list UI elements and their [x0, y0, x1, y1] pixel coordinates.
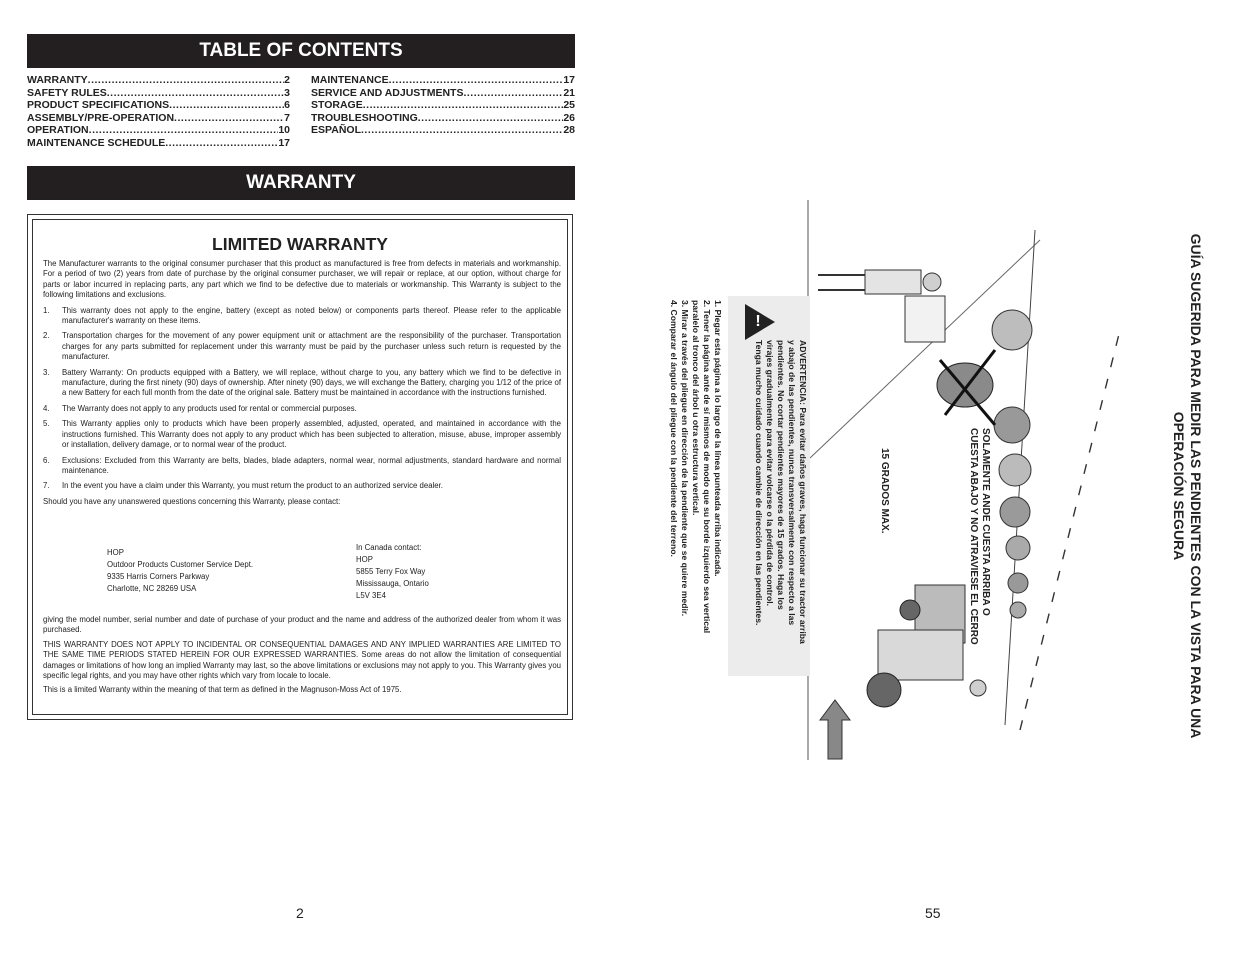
toc-entry: STORAGE ..... 25: [311, 99, 575, 112]
warranty-item: 2. Transportation charges for the movement of any power equipment unit or attachment are the responsibility of the purchaser. Transportation charges for any parts submitted for replacement under this warranty must be paid by the purchaser unless such return is requested by the manufacturer.: [43, 331, 561, 362]
slope-diagram: [660, 200, 1120, 760]
canada-address: In Canada contact: HOP 5855 Terry Fox Way Mississauga, Ontario L5V 3E4: [356, 543, 429, 600]
slope-guide-title: GUÍA SUGERIDA PARA MEDIR LAS PENDIENTES CON LA VISTA PARA UNA OPERACIÓN SEGURA: [1171, 233, 1204, 739]
limited-warranty-title: LIMITED WARRANTY: [212, 234, 388, 254]
step-4: 4. Comparar el ángulo del pliegue con la pendiente del terreno.: [669, 300, 679, 557]
toc-entry: ASSEMBLY/PRE-OPERATION ..... 7: [27, 112, 290, 125]
uphill-note-2: CUESTA ABAJO Y NO ATRAVIESE EL CERRO: [968, 428, 979, 645]
warranty-item: 7. In the event you have a claim under this Warranty, you must return the product to an authorized service dealer.: [43, 481, 443, 491]
fold-dashed-line: [1020, 230, 1120, 730]
person-standing-icon: [818, 270, 945, 342]
page-number-left: 2: [296, 905, 304, 921]
warranty-intro: The Manufacturer warrants to the original consumer purchaser that this product as manufactured is free from defects in materials and workmanship. For a period of two (2) years from date of purchase by the original consumer purchaser, we will repair or replace, at our option, without charge for parts or labor incurred in replacing parts, any part which we find to be defective due to materials or workmanship. This Warranty is subject to the following limitations and exclusions.: [43, 259, 561, 300]
toc-entry: SAFETY RULES ..... 3: [27, 87, 290, 100]
warranty-item: 1. This warranty does not apply to the engine, battery (except as noted below) or components parts thereof. Please refer to the applicable manufacturer's warranty on these items.: [43, 305, 561, 326]
warranty-item: 6. Exclusions: Excluded from this Warranty are belts, blades, blade adapters, normal wear, normal adjustments, standard hardware and normal maintenance.: [43, 455, 561, 475]
warranty-giving: giving the model number, serial number and date of purchase of your product and the name and address of the authorized dealer from whom it was purchased.: [43, 615, 561, 635]
toc-title: TABLE OF CONTENTS: [199, 40, 403, 61]
warranty-item: 4. The Warranty does not apply to any products used for rental or commercial purposes.: [43, 403, 357, 413]
warranty-body: [43, 259, 561, 512]
slope-guide-title-wrap: [1144, 216, 1204, 756]
toc-left-column: [27, 74, 290, 150]
warning-line-3: virajes gradualmente para evitar volcarse o la pérdida de control.: [765, 340, 775, 607]
warranty-inner-border: [32, 219, 568, 715]
crossed-tractor-icon: [937, 350, 995, 425]
toc-right-column: [311, 74, 575, 137]
warranty-tail: [43, 615, 561, 700]
page-number-right: 55: [925, 905, 941, 921]
toc-title-bar: [27, 34, 575, 68]
toc-entry: TROUBLESHOOTING ..... 26: [311, 112, 575, 125]
step-2b: paralelo al tronco del árbol u otra estructura vertical.: [691, 300, 701, 516]
toc-entry: PRODUCT SPECIFICATIONS ..... 6: [27, 99, 290, 112]
max-angle-label: 15 GRADOS MAX.: [879, 448, 890, 534]
warning-line-2: pendientes. No cortar pendientes mayores de 15 grados. Haga los: [776, 340, 786, 610]
warranty-disclaimer: THIS WARRANTY DOES NOT APPLY TO INCIDENTAL OR CONSEQUENTIAL DAMAGES AND ANY IMPLIED WARRANTIES ARE LIMITED TO THE SAME TIME PERIODS STATED HEREIN FOR OUR EXPRESSED WARRANTIES. Some areas do not allow the limitation of consequential damages or limitations of how long an implied Warranty may last, so the above limitations or exclusions may not apply to you. This Warranty gives you specific legal rights, and you may have other rights which vary from locale to locale.: [43, 639, 561, 681]
toc-entry: OPERATION ..... 10: [27, 124, 290, 137]
warranty-box: [27, 214, 573, 720]
warning-line-4: Tenga mucho cuidado cuando cambie de dirección en las pendientes.: [754, 340, 764, 626]
warranty-moss: This is a limited Warranty within the meaning of that term as defined in the Magnuson-Moss Act of 1975.: [43, 685, 402, 695]
warranty-item: 3. Battery Warranty: On products equipped with a Battery, we will replace, without charge to you, any battery which we find to be defective in manufacture, during the first ninety (90) days of ownership. After ninety (90) days, we will exchange the Battery, charging you 1/12 of the price of a new Battery for each full month from the date of the original sale. Battery must be maintained in accordance with the instructions furnished.: [43, 367, 561, 398]
toc-entry: MAINTENANCE SCHEDULE ..... 17: [27, 137, 290, 150]
us-address: HOP Outdoor Products Customer Service Dept. 9335 Harris Corners Parkway Charlotte, NC 28269 USA: [107, 548, 254, 593]
warranty-questions: Should you have any unanswered questions concerning this Warranty, please contact:: [43, 496, 341, 506]
warning-line-1: y abajo de las pendientes, nunca transversalmente con respecto a las: [787, 340, 797, 626]
step-2: 2. Tener la página ante de sí mismos de modo que su borde izquierdo sea vertical: [702, 300, 712, 634]
warning-line-0: ADVERTENCIA: Para evitar daños graves, haga funcionar su tractor arriba: [798, 340, 808, 644]
svg-text:!: !: [755, 313, 761, 330]
warranty-bar-title: WARRANTY: [246, 172, 356, 193]
tree-icons: [992, 310, 1032, 618]
step-1: 1. Plegar esta página a lo largo de la línea punteada arriba indicada.: [713, 300, 723, 577]
toc-entry: ESPAÑOL ..... 28: [311, 124, 575, 137]
uphill-note-1: SOLAMENTE ANDE CUESTA ARRIBA O: [980, 428, 991, 616]
uphill-arrow-icon: [820, 700, 850, 759]
toc-entry: MAINTENANCE ..... 17: [311, 74, 575, 87]
toc-entry: SERVICE AND ADJUSTMENTS ..... 21: [311, 87, 575, 100]
toc-entry: WARRANTY ..... 2: [27, 74, 290, 87]
warranty-item: 5. This Warranty applies only to products which have been properly assembled, adjusted, operated, and maintained in accordance with the instructions furnished. This Warranty does not apply to any product which has been subjected to alteration, misuse, abuse, improper assembly or installation, delivery damage, or to normal wear of the product.: [43, 419, 561, 450]
step-3: 3. Mirar a través del pliegue en dirección de la pendiente que se quiere medir.: [680, 300, 690, 617]
warranty-title-bar: [27, 166, 575, 200]
